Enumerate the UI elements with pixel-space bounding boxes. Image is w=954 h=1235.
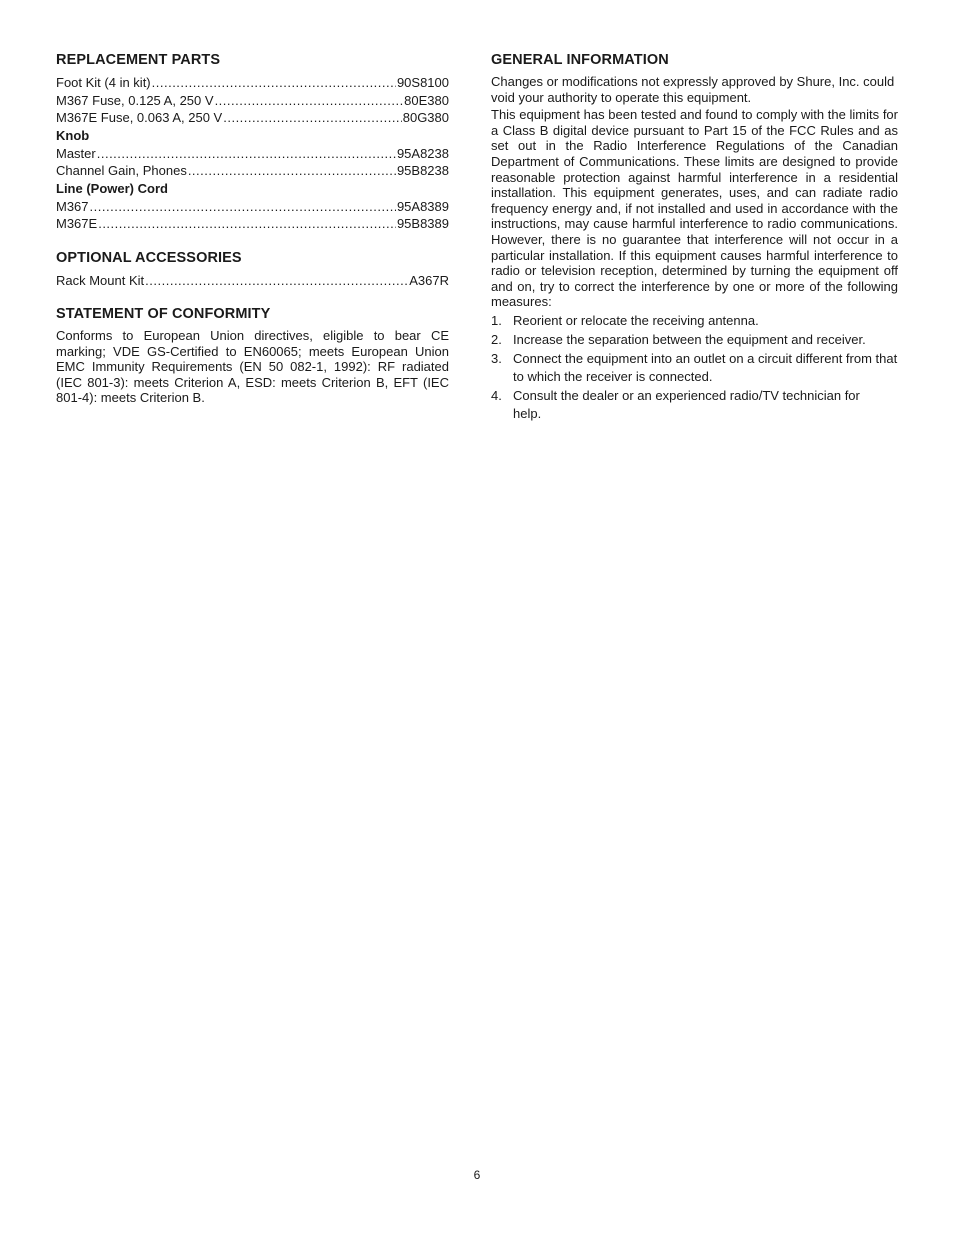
part-name: Channel Gain, Phones: [56, 163, 187, 178]
accessory-row: [56, 272, 449, 290]
part-number: 80G380: [402, 110, 449, 125]
part-name: M367E Fuse, 0.063 A, 250 V: [56, 110, 223, 125]
list-number: 1.: [491, 312, 502, 328]
knob-subheading: Knob: [56, 127, 90, 143]
list-text: Reorient or relocate the receiving antenna.: [513, 312, 759, 328]
conformity-section: [56, 304, 449, 406]
conformity-text: Conforms to European Union directives, eligible to bear CE marking; VDE GS-Certified to EN60065; meets European Union EMC Immunity Requirements (EN 50 082-1, 1992): RF radiated (IEC 801-3): meets Criterion A, ESD: meets Criterion B, EFT (IEC 801-4): meets Criterion B.: [56, 328, 449, 406]
modifications-paragraph: Changes or modifications not expressly approved by Shure, Inc. could void your authority to operate this equipment.: [491, 74, 895, 105]
parts-row: [56, 92, 449, 110]
part-number: 90S8100: [396, 75, 449, 90]
optional-accessories-section: [56, 248, 449, 290]
list-item: [491, 387, 898, 423]
parts-row: [56, 109, 449, 127]
leader-dots: [223, 109, 402, 127]
leader-dots: [152, 74, 396, 92]
list-item: [491, 331, 898, 349]
part-name: Foot Kit (4 in kit): [56, 75, 151, 90]
page-number: 6: [473, 1168, 481, 1182]
part-number: 95A8389: [396, 198, 449, 214]
accessory-name: Rack Mount Kit: [56, 272, 145, 288]
general-information-section: [491, 50, 898, 423]
list-text: Connect the equipment into an outlet on a circuit different from that to which the receiver is connected.: [513, 350, 898, 384]
conformity-heading: STATEMENT OF CONFORMITY: [56, 306, 271, 322]
list-item: [491, 350, 898, 386]
part-number: 95A8238: [396, 145, 449, 161]
replacement-parts-section: [56, 50, 449, 233]
fcc-paragraph: This equipment has been tested and found to comply with the limits for a Class B digital device pursuant to Part 15 of the FCC Rules and as set out in the Radio Interference Regulations of the Canadian Department of Communications. These limits are designed to provide reasonable protection against harmful interference in a residential installation. This equipment generates, uses, and can radiate radio frequency energy and, if not installed and used in accordance with the instructions, may cause harmful interference to radio communications. However, there is no guarantee that interference will not occur in a particular installation. If this equipment causes harmful interference to radio or television reception, determined by turning the equipment off and on, try to correct the interference by one or more of the following measures:: [491, 107, 898, 310]
list-item: [491, 312, 898, 330]
leader-dots: [90, 198, 396, 216]
leader-dots: [215, 92, 404, 110]
parts-row: [56, 145, 449, 163]
right-column: [491, 50, 898, 438]
part-name: M367: [56, 198, 89, 214]
replacement-parts-heading: REPLACEMENT PARTS: [56, 52, 221, 68]
general-information-heading: GENERAL INFORMATION: [491, 52, 669, 68]
left-column: [56, 50, 449, 421]
leader-dots: [145, 272, 408, 290]
list-text: Increase the separation between the equipment and receiver.: [513, 331, 866, 347]
list-number: 2.: [491, 331, 502, 347]
parts-row: [56, 198, 449, 216]
part-name: Master: [56, 145, 96, 161]
part-number: 95B8238: [396, 163, 449, 178]
part-name: M367 Fuse, 0.125 A, 250 V: [56, 92, 214, 108]
parts-row: [56, 74, 449, 92]
parts-row: [56, 162, 449, 180]
list-text: Consult the dealer or an experienced radio/TV technician for help.: [513, 387, 860, 421]
optional-accessories-heading: OPTIONAL ACCESSORIES: [56, 249, 242, 266]
list-number: 3.: [491, 350, 502, 366]
part-number: 80E380: [404, 92, 449, 108]
measures-list: [491, 312, 898, 423]
leader-dots: [98, 215, 396, 233]
leader-dots: [97, 145, 396, 163]
parts-row: [56, 215, 449, 233]
accessory-number: A367R: [409, 272, 449, 288]
line-cord-subheading: Line (Power) Cord: [56, 180, 168, 196]
part-number: 95B8389: [396, 216, 449, 231]
list-number: 4.: [491, 387, 502, 403]
part-name: M367E: [56, 216, 98, 231]
leader-dots: [188, 162, 396, 180]
